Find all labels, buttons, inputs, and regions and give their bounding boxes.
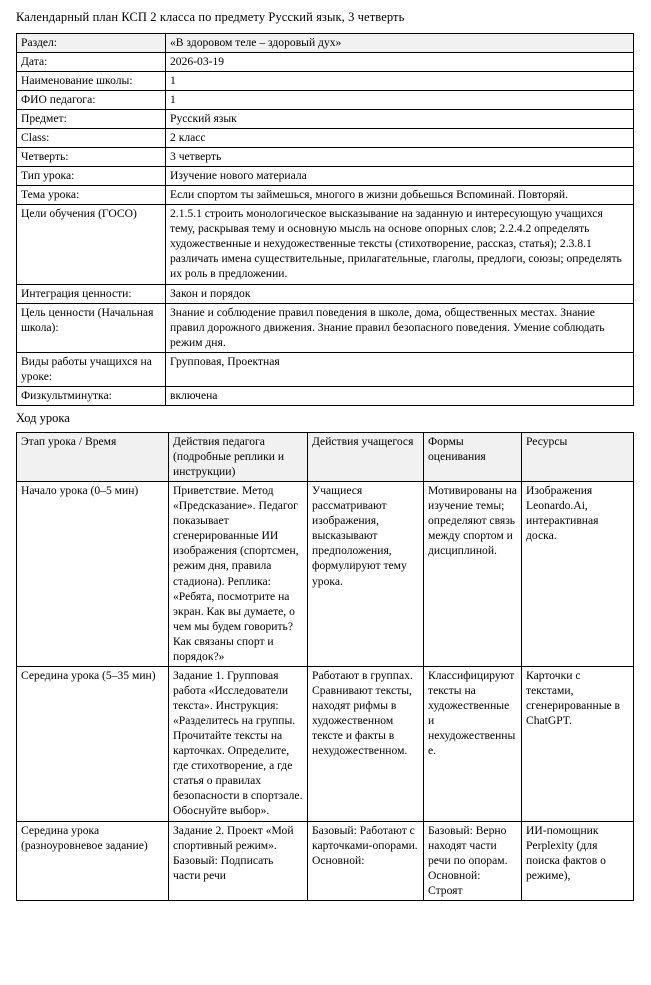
table-row — [17, 284, 634, 303]
info-label-cell: Тип урока: — [17, 167, 166, 186]
table-row — [17, 128, 634, 147]
lesson-flow-header — [17, 432, 634, 481]
table-row — [17, 186, 634, 205]
info-label-cell: Тема урока: — [17, 186, 166, 205]
table-row — [17, 352, 634, 386]
lesson-flow-caption: Ход урока — [16, 410, 70, 425]
lesson-info-table — [16, 33, 634, 406]
lesson-flow-table — [16, 432, 634, 901]
info-label-cell: Физкультминутка: — [17, 386, 166, 405]
teacher-actions-cell: Задание 1. Групповая работа «Исследователи текста». Инструкция: «Разделитесь на группы. Прочитайте тексты на карточках. Определите, где стихотворение, а где статья о правилах безопасности в спортзале. Обоснуйте выбор». — [169, 666, 308, 821]
info-value-cell: 1 — [166, 90, 634, 109]
info-value-cell: Если спортом ты займешься, многого в жизни добьешься Вспоминай. Повторяй. — [166, 186, 634, 205]
assessment-cell: Классифицируют тексты на художественные и нехудожественные. — [424, 666, 522, 821]
info-value-cell: Знание и соблюдение правил поведения в школе, дома, общественных местах. Знание правил дорожного движения. Знание правил безопасного поведения. Умение соблюдать режим дня. — [166, 303, 634, 352]
assessment-cell: Базовый: Верно находят части речи по опорам. Основной: Строят — [424, 821, 522, 900]
info-value-cell: Русский язык — [166, 109, 634, 128]
student-actions-cell: Базовый: Работают с карточками-опорами. Основной: — [308, 821, 424, 900]
stage-cell: Середина урока (5–35 мин) — [17, 666, 169, 821]
table-row — [17, 167, 634, 186]
page-title: Календарный план КСП 2 класса по предмету Русский язык, 3 четверть — [16, 10, 405, 24]
assessment-cell: Мотивированы на изучение темы; определяют связь между спортом и дисциплиной. — [424, 482, 522, 667]
column-header: Ресурсы — [522, 432, 634, 481]
info-label-cell: Class: — [17, 128, 166, 147]
resources-cell: Изображения Leonardo.Ai, интерактивная доска. — [522, 482, 634, 667]
info-value-cell: Групповая, Проектная — [166, 352, 634, 386]
table-row — [17, 33, 634, 52]
lesson-info-body — [17, 33, 634, 405]
table-row — [17, 90, 634, 109]
info-value-cell: 2 класс — [166, 128, 634, 147]
column-header: Действия педагога (подробные реплики и инструкции) — [169, 432, 308, 481]
info-label-cell: Дата: — [17, 52, 166, 71]
resources-cell: ИИ-помощник Perplexity (для поиска фактов о режиме), — [522, 821, 634, 900]
table-row — [17, 666, 634, 821]
info-label-cell: Наименование школы: — [17, 71, 166, 90]
table-row — [17, 386, 634, 405]
info-label-cell: Предмет: — [17, 109, 166, 128]
resources-cell: Карточки с текстами, сгенерированные в ChatGPT. — [522, 666, 634, 821]
info-label-cell: Виды работы учащихся на уроке: — [17, 352, 166, 386]
table-row — [17, 148, 634, 167]
info-label-cell: Раздел: — [17, 33, 166, 52]
info-label-cell: Цель ценности (Начальная школа): — [17, 303, 166, 352]
student-actions-cell: Учащиеся рассматривают изображения, высказывают предположения, формулируют тему урока. — [308, 482, 424, 667]
info-value-cell: включена — [166, 386, 634, 405]
info-value-cell: «В здоровом теле – здоровый дух» — [166, 33, 634, 52]
info-label-cell: Интеграция ценности: — [17, 284, 166, 303]
table-row — [17, 52, 634, 71]
table-row — [17, 205, 634, 284]
info-label-cell: Четверть: — [17, 148, 166, 167]
info-value-cell: 2026-03-19 — [166, 52, 634, 71]
teacher-actions-cell: Приветствие. Метод «Предсказание». Педагог показывает сгенерированные ИИ изображения (спортсмен, режим дня, правила стадиона). Реплика: «Ребята, посмотрите на экран. Как вы думаете, о чем мы будем говорить? Как связаны спорт и порядок?» — [169, 482, 308, 667]
info-value-cell: 2.1.5.1 строить монологическое высказывание на заданную и интересующую учащихся тему, раскрывая тему и основную мысль на основе опорных слов; 2.2.4.2 определять художественные и нехудожественные тексты (стихотворение, рассказ, статья); 2.3.8.1 различать имена существительные, прилагательные, глаголы, предлоги, союзы; определять их роль в предложении. — [166, 205, 634, 284]
info-label-cell: Цели обучения (ГОСО) — [17, 205, 166, 284]
column-header: Этап урока / Время — [17, 432, 169, 481]
table-header-row — [17, 432, 634, 481]
info-value-cell: Закон и порядок — [166, 284, 634, 303]
info-value-cell: 1 — [166, 71, 634, 90]
table-row — [17, 71, 634, 90]
table-row — [17, 482, 634, 667]
column-header: Действия учащегося — [308, 432, 424, 481]
table-row — [17, 821, 634, 900]
table-row — [17, 109, 634, 128]
info-value-cell: 3 четверть — [166, 148, 634, 167]
table-row — [17, 303, 634, 352]
stage-cell: Начало урока (0–5 мин) — [17, 482, 169, 667]
stage-cell: Середина урока (разноуровневое задание) — [17, 821, 169, 900]
info-label-cell: ФИО педагога: — [17, 90, 166, 109]
info-value-cell: Изучение нового материала — [166, 167, 634, 186]
column-header: Формы оценивания — [424, 432, 522, 481]
teacher-actions-cell: Задание 2. Проект «Мой спортивный режим». Базовый: Подписать части речи — [169, 821, 308, 900]
lesson-flow-body — [17, 482, 634, 901]
student-actions-cell: Работают в группах. Сравнивают тексты, находят рифмы в художественном тексте и факты в нехудожественном. — [308, 666, 424, 821]
